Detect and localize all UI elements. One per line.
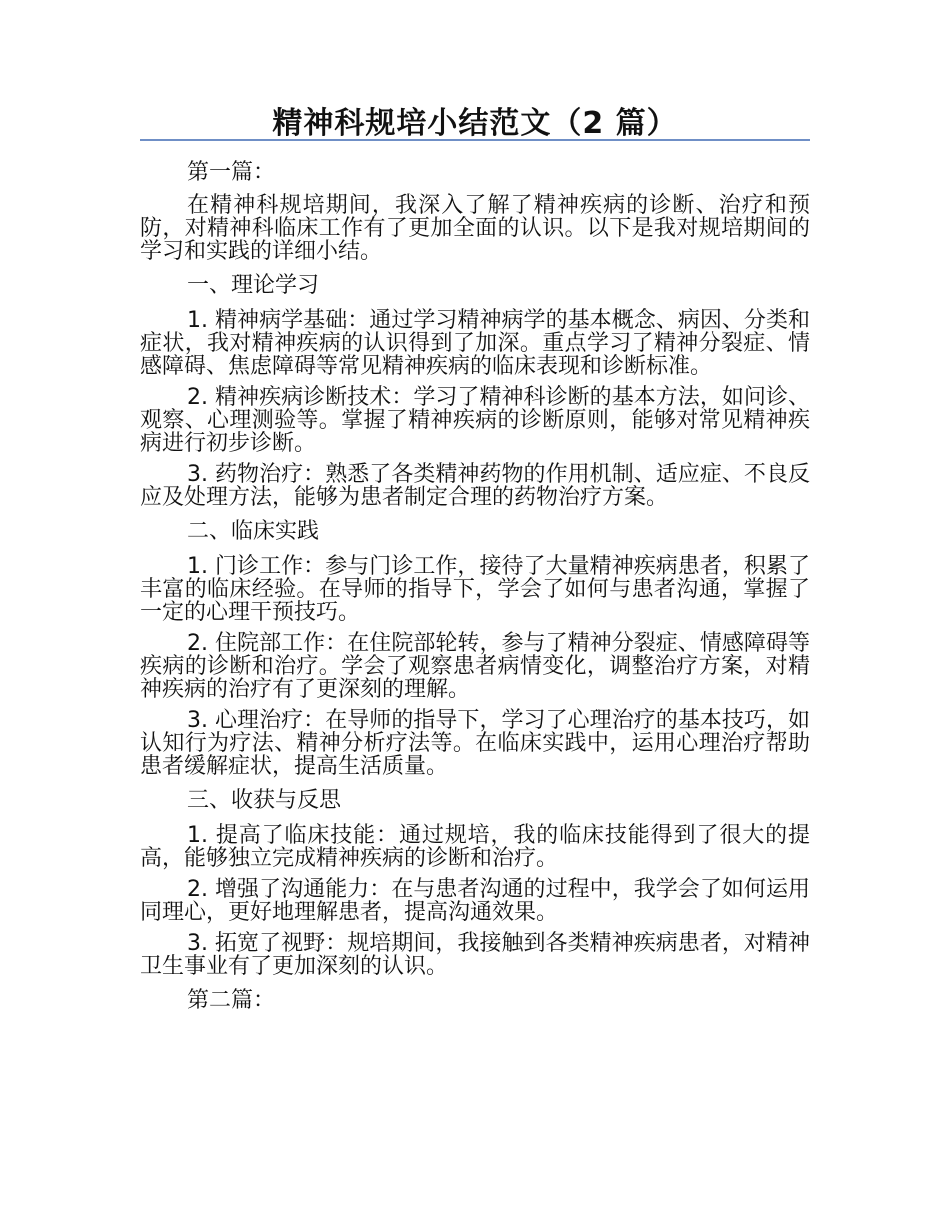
document-title: 精神科规培小结范文（2 篇） xyxy=(272,106,678,141)
practice-item-2: 2. 住院部工作：在住院部轮转，参与了精神分裂症、情感障碍等疾病的诊断和治疗。学会了观察患者病情变化，调整治疗方案，对精神疾病的治疗有了更深刻的理解。 xyxy=(140,631,810,702)
document-body xyxy=(140,158,810,1024)
practice-item-1: 1. 门诊工作：参与门诊工作，接待了大量精神疾病患者，积累了丰富的临床经验。在导师的指导下，学会了如何与患者沟通，掌握了一定的心理干预技巧。 xyxy=(140,554,810,625)
reflection-item-1: 1. 提高了临床技能：通过规培，我的临床技能得到了很大的提高，能够独立完成精神疾病的诊断和治疗。 xyxy=(140,823,810,871)
section-heading-theory: 一、理论学习 xyxy=(187,273,320,298)
theory-item-1: 1. 精神病学基础：通过学习精神病学的基本概念、病因、分类和症状，我对精神疾病的认识得到了加深。重点学习了精神分裂症、情感障碍、焦虑障碍等常见精神疾病的临床表现和诊断标准。 xyxy=(140,308,810,379)
intro-paragraph: 在精神科规培期间，我深入了解了精神疾病的诊断、治疗和预防，对精神科临床工作有了更加全面的认识。以下是我对规培期间的学习和实践的详细小结。 xyxy=(140,193,810,264)
section-heading-practice: 二、临床实践 xyxy=(187,519,320,544)
theory-item-2: 2. 精神疾病诊断技术：学习了精神科诊断的基本方法，如问诊、观察、心理测验等。掌握了精神疾病的诊断原则，能够对常见精神疾病进行初步诊断。 xyxy=(140,385,810,456)
reflection-item-2: 2. 增强了沟通能力：在与患者沟通的过程中，我学会了如何运用同理心，更好地理解患者，提高沟通效果。 xyxy=(140,877,810,925)
practice-item-3: 3. 心理治疗：在导师的指导下，学习了心理治疗的基本技巧，如认知行为疗法、精神分析疗法等。在临床实践中，运用心理治疗帮助患者缓解症状，提高生活质量。 xyxy=(140,708,810,779)
reflection-item-3: 3. 拓宽了视野：规培期间，我接触到各类精神疾病患者，对精神卫生事业有了更加深刻的认识。 xyxy=(140,931,810,979)
section-heading-reflection: 三、收获与反思 xyxy=(187,788,342,813)
theory-item-3: 3. 药物治疗：熟悉了各类精神药物的作用机制、适应症、不良反应及处理方法，能够为患者制定合理的药物治疗方案。 xyxy=(140,462,810,510)
part-one-label: 第一篇： xyxy=(187,160,276,185)
title-underline xyxy=(140,139,810,141)
part-two-label: 第二篇： xyxy=(187,988,276,1013)
